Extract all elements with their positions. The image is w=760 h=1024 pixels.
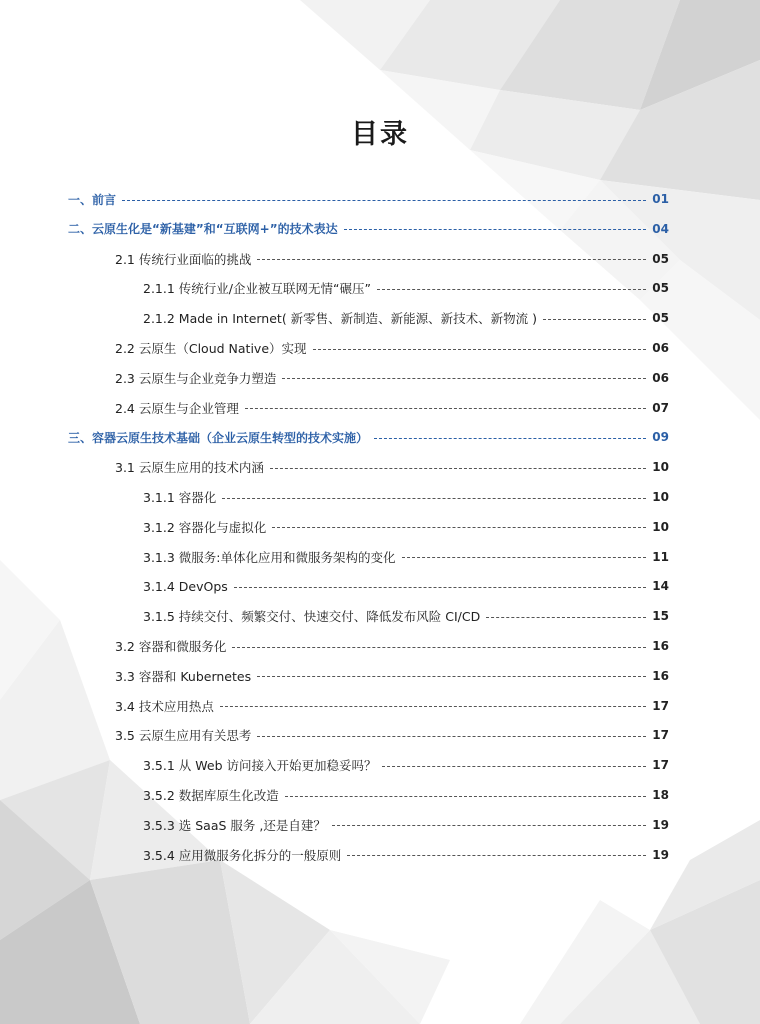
dot-leader [332, 825, 646, 826]
toc-entry-page-number: 10 [652, 460, 669, 475]
toc-entry[interactable] [143, 601, 669, 631]
dot-leader [232, 647, 646, 648]
dot-leader [245, 408, 646, 409]
toc-entry-label: 3.5.4 应用微服务化拆分的一般原则 [143, 847, 342, 863]
toc-entry-label: 3.5.1 从 Web 访问接入开始更加稳妥吗？ [143, 758, 377, 774]
toc-entry-page-number: 04 [652, 221, 669, 236]
toc-entry-label: 3.1 云原生应用的技术内涵 [115, 460, 264, 476]
toc-entry-label: 3.5 云原生应用有关思考 [115, 728, 252, 744]
dot-leader [374, 438, 646, 439]
toc-entry[interactable] [143, 542, 669, 572]
dot-leader [377, 289, 646, 290]
toc-entry-label: 3.1.5 持续交付、频繁交付、快速交付、降低发布风险 CI/CD [143, 609, 481, 625]
toc-entry-page-number: 01 [652, 192, 669, 206]
toc-entry-page-number: 19 [652, 817, 669, 832]
toc-entry-label: 3.5.3 选 SaaS 服务 ,还是自建？ [143, 817, 326, 833]
dot-leader [382, 766, 646, 767]
toc-entry-label: 二、云原生化是“新基建”和“互联网+”的技术表达 [68, 222, 338, 237]
toc-entry[interactable] [115, 393, 669, 423]
toc-entry[interactable] [143, 750, 669, 780]
dot-leader [234, 587, 647, 588]
toc-entry[interactable] [115, 333, 669, 363]
dot-leader [122, 200, 646, 201]
dot-leader [543, 319, 646, 320]
toc-entry-page-number: 05 [652, 311, 669, 326]
toc-entry-page-number: 06 [652, 341, 669, 355]
toc-entry-page-number: 05 [652, 281, 669, 296]
dot-leader [257, 259, 646, 260]
toc-entry-page-number: 16 [652, 639, 669, 653]
toc-entry-page-number: 16 [652, 668, 669, 683]
toc-entry-label: 3.4 技术应用热点 [115, 698, 214, 714]
toc-entry[interactable] [115, 363, 669, 393]
toc-entry-label: 2.4 云原生与企业管理 [115, 400, 239, 416]
toc-entry-label: 3.1.1 容器化 [143, 490, 217, 505]
toc-entry[interactable] [143, 840, 669, 870]
toc-entry-label: 3.3 容器和 Kubernetes [115, 668, 252, 684]
toc-entry[interactable] [115, 691, 669, 721]
toc-entry[interactable] [115, 720, 669, 750]
dot-leader [222, 498, 646, 499]
toc-entry[interactable] [143, 303, 669, 333]
page-title: 目录 [351, 119, 409, 150]
toc-entry-page-number: 09 [652, 430, 669, 445]
toc-entry-page-number: 17 [652, 758, 669, 773]
toc-entry[interactable] [68, 422, 669, 452]
toc-entry-label: 3.1.4 DevOps [143, 578, 228, 594]
toc-entry[interactable] [68, 184, 669, 214]
toc-entry-label: 三、容器云原生技术基础（企业云原生转型的技术实施） [68, 430, 369, 445]
toc-entry-label: 3.1.3 微服务:单体化应用和微服务架构的变化 [143, 549, 396, 565]
dot-leader [344, 229, 647, 230]
toc-entry[interactable] [143, 512, 669, 542]
toc-entry-page-number: 19 [652, 847, 669, 862]
toc-entry-page-number: 17 [652, 728, 669, 743]
toc-entry[interactable] [143, 482, 669, 512]
toc-entry[interactable] [143, 780, 669, 810]
toc-entry-label: 2.1.1 传统行业/企业被互联网无情“碾压” [143, 281, 371, 297]
dot-leader [402, 557, 647, 558]
dot-leader [285, 796, 647, 797]
toc-entry-label: 一、前言 [68, 192, 117, 207]
dot-leader [220, 706, 646, 707]
toc-entry-page-number: 11 [652, 549, 669, 564]
toc-entry-label: 2.1 传统行业面临的挑战 [115, 251, 252, 267]
toc-entry[interactable] [115, 452, 669, 482]
dot-leader [486, 617, 646, 618]
toc-entry-page-number: 07 [652, 400, 669, 415]
toc-entry-page-number: 18 [652, 788, 669, 802]
toc-entry-page-number: 10 [652, 519, 669, 534]
toc-entry-label: 2.2 云原生（Cloud Native）实现 [115, 341, 307, 356]
toc-entry[interactable] [143, 273, 669, 303]
dot-leader [282, 378, 646, 379]
dot-leader [270, 468, 646, 469]
toc-entry-label: 3.5.2 数据库原生化改造 [143, 788, 279, 803]
toc-entry[interactable] [143, 810, 669, 840]
toc-entry[interactable] [115, 244, 669, 274]
toc-entry-page-number: 15 [652, 609, 669, 624]
toc-entry-label: 2.3 云原生与企业竞争力塑造 [115, 370, 277, 386]
toc-entry-label: 3.1.2 容器化与虚拟化 [143, 519, 267, 535]
toc-entry-label: 3.2 容器和微服务化 [115, 639, 227, 654]
dot-leader [272, 527, 646, 528]
toc-entry[interactable] [143, 571, 669, 601]
toc-entry[interactable] [68, 214, 669, 244]
toc-entry-page-number: 10 [652, 490, 669, 504]
dot-leader [347, 855, 646, 856]
toc-entry[interactable] [115, 661, 669, 691]
toc-entry-label: 2.1.2 Made in Internet( 新零售、新制造、新能源、新技术、新物流 ) [143, 311, 538, 327]
dot-leader [313, 349, 647, 350]
dot-leader [257, 676, 646, 677]
toc-entry-page-number: 05 [652, 251, 669, 266]
toc-entry-page-number: 06 [652, 370, 669, 385]
toc-entry-page-number: 17 [652, 698, 669, 713]
toc-entry[interactable] [115, 631, 669, 661]
dot-leader [257, 736, 646, 737]
toc-entry-page-number: 14 [652, 579, 669, 594]
